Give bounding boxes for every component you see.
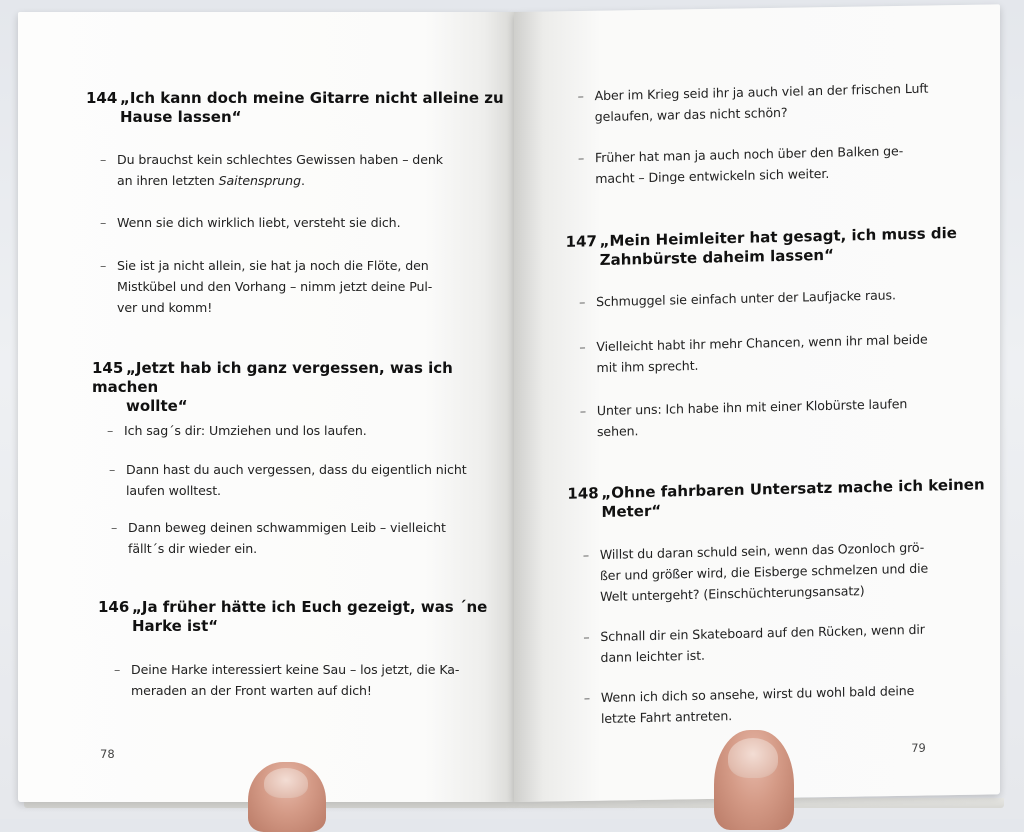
answer-line: Deine Harke interessiert keine Sau – los jetzt, die Ka- <box>131 662 460 677</box>
answer-line: ver und komm! <box>117 300 213 315</box>
answer-line: Wenn ich dich so ansehe, wirst du wohl bald deine <box>600 682 915 706</box>
answer-line: Dann hast du auch vergessen, dass du eigentlich nicht <box>126 462 467 477</box>
answer <box>582 536 960 607</box>
heading-145 <box>92 359 514 416</box>
heading-line: wollte“ <box>126 397 188 415</box>
answer-line: laufen wolltest. <box>126 483 221 498</box>
heading-line: „Ohne fahrbaren Untersatz mache ich keinen <box>601 475 985 503</box>
answer <box>114 659 487 701</box>
answer-line: Mistkübel und den Vorhang – nimm jetzt deine Pul- <box>117 279 433 294</box>
answer <box>111 517 484 559</box>
dash: – <box>579 339 586 355</box>
answer-line: sehen. <box>596 423 639 440</box>
dash: – <box>583 629 590 645</box>
dash: – <box>109 462 116 477</box>
dash: – <box>100 152 107 167</box>
right-page <box>514 4 1000 802</box>
heading-line: Meter“ <box>601 501 662 522</box>
answer-line: letzte Fahrt antreten. <box>600 708 733 727</box>
dash: – <box>582 547 590 563</box>
answer-italic: Saitensprung <box>218 173 301 188</box>
answer-line: mit ihm sprecht. <box>596 357 699 376</box>
answer <box>109 459 482 501</box>
answer <box>100 255 477 318</box>
answer-line: Aber im Krieg seid ihr ja auch viel an der frischen Luft <box>594 80 929 104</box>
dash: – <box>100 258 107 273</box>
open-book <box>18 12 1008 812</box>
dash: – <box>107 423 114 438</box>
dash: – <box>111 520 118 535</box>
answer <box>100 149 477 191</box>
answer-line: fällt´s dir wieder ein. <box>128 541 258 556</box>
entry-number: 145 <box>92 359 124 377</box>
answer-line: Früher hat man ja auch noch über den Balken ge- <box>594 143 904 166</box>
entry-number: 148 <box>567 484 599 503</box>
entry-number: 144 <box>86 89 118 107</box>
answer-text: an ihren letzten <box>117 173 219 188</box>
entry-number: 146 <box>98 598 130 616</box>
answer-line: Welt untergeht? (Einschüchterungsansatz) <box>600 583 865 605</box>
heading-line: „Mein Heimleiter hat gesagt, ich muss die <box>599 223 957 251</box>
heading-line: Hause lassen“ <box>120 108 242 126</box>
dash: – <box>577 88 584 104</box>
answer-text: . <box>300 173 305 188</box>
answer-line: meraden an der Front warten auf dich! <box>131 683 372 698</box>
answer <box>583 679 961 729</box>
left-page <box>18 12 514 802</box>
heading-line: „Ich kann doch meine Gitarre nicht alleine zu <box>120 89 504 107</box>
heading-line: „Ja früher hätte ich Euch gezeigt, was ´ne <box>132 598 488 616</box>
left-thumbnail <box>264 768 308 798</box>
answer <box>579 328 956 378</box>
answer-line: Willst du daran schuld sein, wenn das Ozonloch grö- <box>599 539 925 563</box>
answer-line: macht – Dinge entwickeln sich weiter. <box>595 165 830 187</box>
answer-line: ßer und größer wird, die Eisberge schmelzen und die <box>599 560 929 584</box>
dash: – <box>578 294 586 310</box>
answer-line: Schmuggel sie einfach unter der Laufjacke raus. <box>595 287 896 310</box>
dash: – <box>579 403 587 419</box>
page-number-left: 78 <box>100 747 115 761</box>
answer-line: Schnall dir ein Skateboard auf den Rücken, wenn dir <box>600 621 925 645</box>
answer-line <box>117 170 477 191</box>
answer-line: gelaufen, war das nicht schön? <box>594 104 788 125</box>
heading-148 <box>567 475 985 522</box>
answer <box>100 212 477 233</box>
answer <box>578 283 956 312</box>
answer <box>579 392 957 442</box>
answer-line: Sie ist ja nicht allein, sie hat ja noch die Flöte, den <box>117 258 429 273</box>
entry-number: 147 <box>565 232 597 251</box>
heading-line: Zahnbürste daheim lassen“ <box>599 245 835 270</box>
answer-line: Vielleicht habt ihr mehr Chancen, wenn ihr mal beide <box>596 331 928 355</box>
answer <box>577 139 955 189</box>
heading-144 <box>86 89 504 127</box>
heading-146 <box>98 598 487 636</box>
answer-line: Dann beweg deinen schwammigen Leib – vielleicht <box>128 520 446 535</box>
answer-line: Du brauchst kein schlechtes Gewissen haben – denk <box>117 152 443 167</box>
dash: – <box>100 215 107 230</box>
heading-line: „Jetzt hab ich ganz vergessen, was ich machen <box>92 359 453 396</box>
heading-147 <box>566 224 958 271</box>
answer-line: Ich sag´s dir: Umziehen und los laufen. <box>124 423 367 438</box>
answer <box>577 77 955 127</box>
answer <box>583 618 960 668</box>
answer-line: Wenn sie dich wirklich liebt, versteht sie dich. <box>117 215 401 230</box>
right-thumbnail <box>728 738 778 778</box>
answer-line: Unter uns: Ich habe ihn mit einer Klobürste laufen <box>596 396 908 419</box>
dash: – <box>114 662 121 677</box>
heading-line: Harke ist“ <box>132 617 219 635</box>
answer-line: dann leichter ist. <box>600 647 705 666</box>
dash: – <box>583 690 591 706</box>
answer <box>107 420 480 441</box>
page-number-right: 79 <box>911 740 926 756</box>
dash: – <box>577 150 585 166</box>
